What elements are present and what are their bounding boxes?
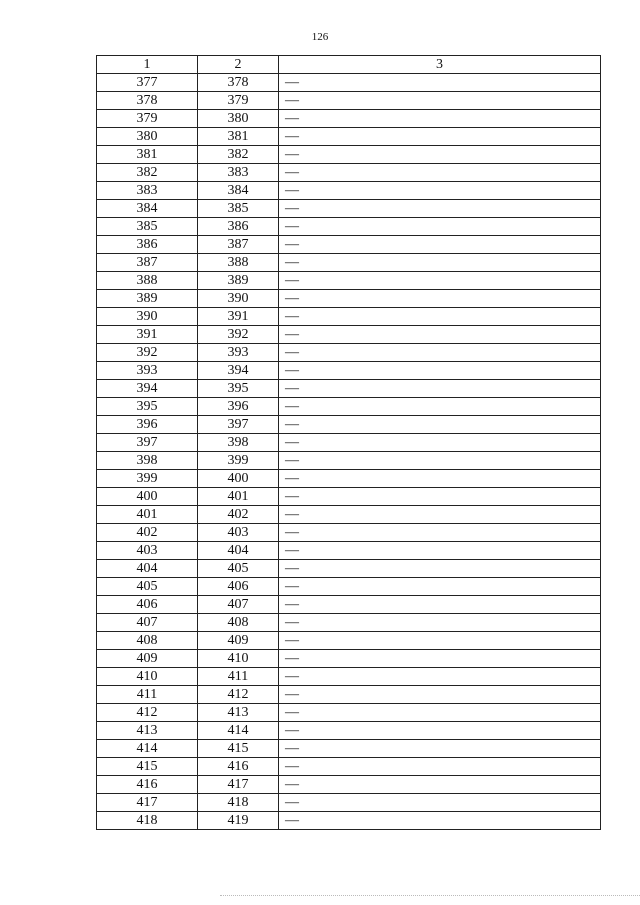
table-cell-col-3: — bbox=[279, 704, 601, 722]
table-row bbox=[97, 722, 601, 740]
table-cell-col-1: 397 bbox=[97, 434, 198, 452]
table-row bbox=[97, 776, 601, 794]
table-row bbox=[97, 74, 601, 92]
table-cell-col-1: 385 bbox=[97, 218, 198, 236]
table-cell-col-3: — bbox=[279, 722, 601, 740]
table-cell-col-1: 378 bbox=[97, 92, 198, 110]
table-cell-col-3: — bbox=[279, 398, 601, 416]
table-row bbox=[97, 668, 601, 686]
table-cell-col-2: 398 bbox=[198, 434, 279, 452]
table-cell-col-2: 391 bbox=[198, 308, 279, 326]
table-cell-col-1: 394 bbox=[97, 380, 198, 398]
table-cell-col-3: — bbox=[279, 740, 601, 758]
table-cell-col-1: 407 bbox=[97, 614, 198, 632]
table-cell-col-1: 379 bbox=[97, 110, 198, 128]
table-row bbox=[97, 110, 601, 128]
table-cell-col-1: 404 bbox=[97, 560, 198, 578]
table-cell-col-3: — bbox=[279, 344, 601, 362]
table-row bbox=[97, 128, 601, 146]
table-cell-col-3: — bbox=[279, 470, 601, 488]
table-cell-col-1: 401 bbox=[97, 506, 198, 524]
table-row bbox=[97, 650, 601, 668]
column-header-2: 2 bbox=[198, 56, 279, 74]
table-cell-col-1: 381 bbox=[97, 146, 198, 164]
table-cell-col-1: 411 bbox=[97, 686, 198, 704]
table-cell-col-1: 387 bbox=[97, 254, 198, 272]
scan-artifact-line bbox=[220, 895, 640, 897]
table-cell-col-1: 392 bbox=[97, 344, 198, 362]
table-row bbox=[97, 578, 601, 596]
table-row bbox=[97, 236, 601, 254]
column-header-3: 3 bbox=[279, 56, 601, 74]
table-row bbox=[97, 200, 601, 218]
table-cell-col-2: 410 bbox=[198, 650, 279, 668]
table-cell-col-2: 388 bbox=[198, 254, 279, 272]
table-cell-col-1: 415 bbox=[97, 758, 198, 776]
table-row bbox=[97, 686, 601, 704]
data-table bbox=[96, 55, 601, 830]
table-cell-col-2: 413 bbox=[198, 704, 279, 722]
table-cell-col-2: 402 bbox=[198, 506, 279, 524]
table-cell-col-3: — bbox=[279, 614, 601, 632]
table-cell-col-1: 388 bbox=[97, 272, 198, 290]
table-cell-col-2: 393 bbox=[198, 344, 279, 362]
table-cell-col-3: — bbox=[279, 686, 601, 704]
table-cell-col-3: — bbox=[279, 524, 601, 542]
table-cell-col-1: 396 bbox=[97, 416, 198, 434]
table-row bbox=[97, 488, 601, 506]
table-cell-col-2: 378 bbox=[198, 74, 279, 92]
table-cell-col-3: — bbox=[279, 632, 601, 650]
table-cell-col-3: — bbox=[279, 560, 601, 578]
table-row bbox=[97, 290, 601, 308]
table-cell-col-3: — bbox=[279, 668, 601, 686]
table-cell-col-1: 400 bbox=[97, 488, 198, 506]
table-cell-col-3: — bbox=[279, 452, 601, 470]
table-cell-col-3: — bbox=[279, 200, 601, 218]
table-row bbox=[97, 254, 601, 272]
table-cell-col-3: — bbox=[279, 326, 601, 344]
table-cell-col-2: 386 bbox=[198, 218, 279, 236]
table-row bbox=[97, 632, 601, 650]
table-cell-col-2: 416 bbox=[198, 758, 279, 776]
table-row bbox=[97, 614, 601, 632]
table-cell-col-1: 405 bbox=[97, 578, 198, 596]
table-cell-col-3: — bbox=[279, 164, 601, 182]
table-cell-col-1: 386 bbox=[97, 236, 198, 254]
table-row bbox=[97, 146, 601, 164]
table-cell-col-3: — bbox=[279, 74, 601, 92]
table-row bbox=[97, 542, 601, 560]
table-header-row bbox=[97, 56, 601, 74]
table-cell-col-2: 381 bbox=[198, 128, 279, 146]
table-row bbox=[97, 182, 601, 200]
table-cell-col-2: 408 bbox=[198, 614, 279, 632]
table-row bbox=[97, 416, 601, 434]
table-cell-col-2: 390 bbox=[198, 290, 279, 308]
table-cell-col-3: — bbox=[279, 794, 601, 812]
table-row bbox=[97, 704, 601, 722]
table-cell-col-3: — bbox=[279, 506, 601, 524]
table-cell-col-2: 383 bbox=[198, 164, 279, 182]
table-cell-col-3: — bbox=[279, 182, 601, 200]
table-row bbox=[97, 812, 601, 830]
table-cell-col-1: 390 bbox=[97, 308, 198, 326]
table-cell-col-1: 406 bbox=[97, 596, 198, 614]
table-cell-col-1: 414 bbox=[97, 740, 198, 758]
table-cell-col-3: — bbox=[279, 434, 601, 452]
table-cell-col-3: — bbox=[279, 542, 601, 560]
table-cell-col-1: 410 bbox=[97, 668, 198, 686]
table-cell-col-3: — bbox=[279, 92, 601, 110]
table-cell-col-1: 402 bbox=[97, 524, 198, 542]
table-row bbox=[97, 560, 601, 578]
table-cell-col-1: 417 bbox=[97, 794, 198, 812]
table-cell-col-3: — bbox=[279, 128, 601, 146]
table-cell-col-3: — bbox=[279, 812, 601, 830]
table-cell-col-3: — bbox=[279, 416, 601, 434]
column-header-1: 1 bbox=[97, 56, 198, 74]
table-cell-col-3: — bbox=[279, 254, 601, 272]
table-cell-col-3: — bbox=[279, 272, 601, 290]
table-row bbox=[97, 218, 601, 236]
table-cell-col-1: 413 bbox=[97, 722, 198, 740]
table-cell-col-2: 411 bbox=[198, 668, 279, 686]
table-row bbox=[97, 524, 601, 542]
table-cell-col-3: — bbox=[279, 488, 601, 506]
table-cell-col-1: 418 bbox=[97, 812, 198, 830]
table-cell-col-2: 387 bbox=[198, 236, 279, 254]
table-cell-col-3: — bbox=[279, 650, 601, 668]
table-row bbox=[97, 596, 601, 614]
table-cell-col-2: 395 bbox=[198, 380, 279, 398]
table-cell-col-2: 396 bbox=[198, 398, 279, 416]
table-cell-col-2: 415 bbox=[198, 740, 279, 758]
table-row bbox=[97, 164, 601, 182]
table-cell-col-3: — bbox=[279, 596, 601, 614]
table-cell-col-1: 398 bbox=[97, 452, 198, 470]
table-cell-col-2: 406 bbox=[198, 578, 279, 596]
table-cell-col-1: 377 bbox=[97, 74, 198, 92]
table-row bbox=[97, 794, 601, 812]
table-cell-col-1: 395 bbox=[97, 398, 198, 416]
table-cell-col-1: 391 bbox=[97, 326, 198, 344]
table-cell-col-1: 409 bbox=[97, 650, 198, 668]
table-cell-col-2: 384 bbox=[198, 182, 279, 200]
table-cell-col-2: 409 bbox=[198, 632, 279, 650]
table-cell-col-3: — bbox=[279, 758, 601, 776]
table-cell-col-2: 407 bbox=[198, 596, 279, 614]
table-row bbox=[97, 92, 601, 110]
table-cell-col-2: 379 bbox=[198, 92, 279, 110]
table-cell-col-3: — bbox=[279, 110, 601, 128]
table-row bbox=[97, 470, 601, 488]
table-cell-col-2: 404 bbox=[198, 542, 279, 560]
table-row bbox=[97, 362, 601, 380]
table-row bbox=[97, 344, 601, 362]
table-cell-col-1: 408 bbox=[97, 632, 198, 650]
table-row bbox=[97, 272, 601, 290]
table-cell-col-3: — bbox=[279, 578, 601, 596]
table-row bbox=[97, 452, 601, 470]
table-row bbox=[97, 326, 601, 344]
table-cell-col-3: — bbox=[279, 236, 601, 254]
table-cell-col-2: 380 bbox=[198, 110, 279, 128]
table-cell-col-1: 380 bbox=[97, 128, 198, 146]
table-cell-col-3: — bbox=[279, 380, 601, 398]
table-cell-col-3: — bbox=[279, 362, 601, 380]
table-row bbox=[97, 758, 601, 776]
table-cell-col-2: 419 bbox=[198, 812, 279, 830]
table-body bbox=[97, 74, 601, 830]
table-row bbox=[97, 308, 601, 326]
table-cell-col-2: 400 bbox=[198, 470, 279, 488]
table-cell-col-2: 418 bbox=[198, 794, 279, 812]
table-cell-col-2: 392 bbox=[198, 326, 279, 344]
table-cell-col-2: 414 bbox=[198, 722, 279, 740]
table-cell-col-1: 389 bbox=[97, 290, 198, 308]
table-cell-col-1: 399 bbox=[97, 470, 198, 488]
table-cell-col-3: — bbox=[279, 290, 601, 308]
table-cell-col-2: 385 bbox=[198, 200, 279, 218]
table-cell-col-1: 412 bbox=[97, 704, 198, 722]
table-cell-col-1: 403 bbox=[97, 542, 198, 560]
table-cell-col-1: 393 bbox=[97, 362, 198, 380]
table-cell-col-2: 399 bbox=[198, 452, 279, 470]
table-cell-col-2: 394 bbox=[198, 362, 279, 380]
table-row bbox=[97, 740, 601, 758]
table-cell-col-1: 384 bbox=[97, 200, 198, 218]
table-cell-col-2: 401 bbox=[198, 488, 279, 506]
table-cell-col-1: 382 bbox=[97, 164, 198, 182]
table-cell-col-3: — bbox=[279, 776, 601, 794]
table-cell-col-2: 417 bbox=[198, 776, 279, 794]
table-cell-col-2: 405 bbox=[198, 560, 279, 578]
table-cell-col-1: 383 bbox=[97, 182, 198, 200]
table-cell-col-2: 403 bbox=[198, 524, 279, 542]
table-cell-col-1: 416 bbox=[97, 776, 198, 794]
table-cell-col-2: 397 bbox=[198, 416, 279, 434]
table-cell-col-3: — bbox=[279, 308, 601, 326]
table-row bbox=[97, 434, 601, 452]
table-cell-col-2: 412 bbox=[198, 686, 279, 704]
table-header bbox=[97, 56, 601, 74]
table-row bbox=[97, 506, 601, 524]
table-cell-col-3: — bbox=[279, 146, 601, 164]
table-cell-col-2: 382 bbox=[198, 146, 279, 164]
table-cell-col-2: 389 bbox=[198, 272, 279, 290]
table-cell-col-3: — bbox=[279, 218, 601, 236]
page-number: 126 bbox=[311, 31, 329, 43]
table-row bbox=[97, 380, 601, 398]
table-row bbox=[97, 398, 601, 416]
